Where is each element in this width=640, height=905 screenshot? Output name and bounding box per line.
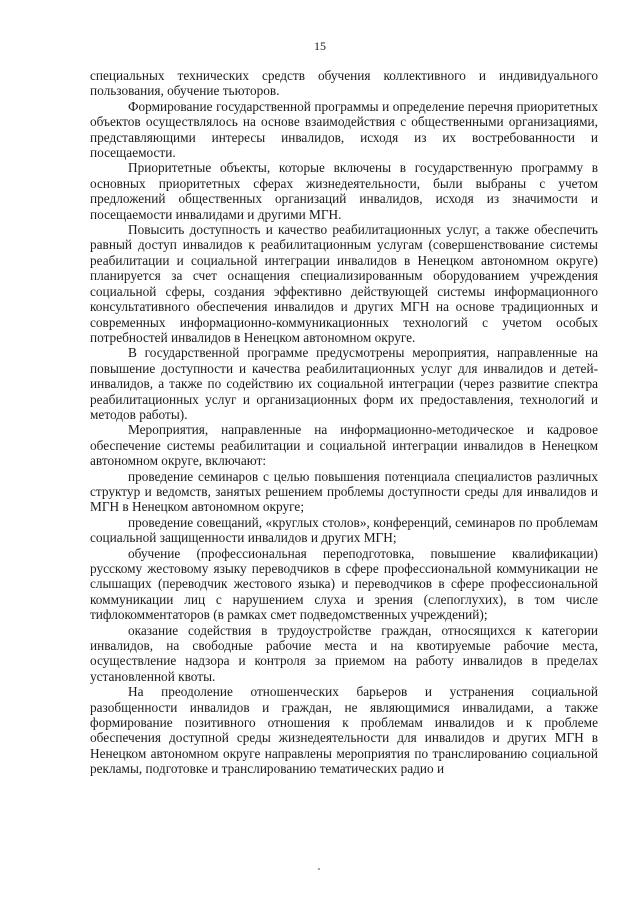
document-body bbox=[90, 68, 598, 777]
list-item-seminars: проведение семинаров с целью повышения потенциала специалистов различных структур и ведомств, занятых решением проблемы доступности среды для инвалидов и МГН в Ненецком автономном округе; bbox=[90, 468, 598, 515]
paragraph-program-formation: Формирование государственной программы и определение перечня приоритетных объектов осуществлялось на основе взаимодействия с общественными организациями, представляющими интересы инвалидов, исходя из их востребованности и посещаемости. bbox=[90, 98, 598, 161]
paragraph-priority-objects: Приоритетные объекты, которые включены в государственную программу в основных приоритетных сферах жизнедеятельности, были выбраны с учетом предложений общественных организаций инвалидов, исходя из значимости и посещаемости инвалидами и другими МГН. bbox=[90, 160, 598, 222]
list-item-employment: оказание содействия в трудоустройстве граждан, относящихся к категории инвалидов, на свободные рабочие места и на квотируемые рабочие места, осуществление надзора и контроля за приемом на работу инвалидов в пределах установленной квоты. bbox=[90, 622, 598, 684]
paragraph-continuation: специальных технических средств обучения коллективного и индивидуального пользования, обучение тьюторов. bbox=[90, 68, 598, 99]
paragraph-rehabilitation-access: Повысить доступность и качество реабилитационных услуг, а также обеспечить равный доступ инвалидов к реабилитационным услугам (совершенствование системы реабилитации и социальной интеграции инвалидов в Ненецком автономном округе) планируется за счет оснащения специализированным оборудованием учреждения социальной сферы, создания эффективно действующей системы информационного консультативного обеспечения инвалидов и других МГН на основе традиционных и современных информационно-коммуникационных технологий с учетом особых потребностей инвалидов в Ненецком автономном округе. bbox=[90, 222, 598, 345]
list-item-meetings: проведение совещаний, «круглых столов», конференций, семинаров по проблемам социальной защищенности инвалидов и других МГН; bbox=[90, 514, 598, 546]
paragraph-attitudinal-barriers: На преодоление отношенческих барьеров и устранения социальной разобщенности инвалидов и граждан, не являющимися инвалидами, а также формирование позитивного отношения к проблемам инвалидов и к проблеме обеспечения доступной среды жизнедеятельности для инвалидов и других МГН в Ненецком автономном округе направлены мероприятия по транслированию социальной рекламы, подготовке и транслированию тематических радио и bbox=[90, 684, 598, 777]
list-item-training: обучение (профессиональная переподготовка, повышение квалификации) русскому жестовому языку переводчиков в сфере профессиональной коммуникации не слышащих (переводчик жестового языка) и переводчиков в сфере профессиональной коммуникации лиц с нарушением слуха и зрения (слепоглухих), в том числе тифлокомментаторов (в рамках смет подведомственных учреждений); bbox=[90, 545, 598, 623]
paragraph-program-measures: В государственной программе предусмотрены мероприятия, направленные на повышение доступности и качества реабилитационных услуг для инвалидов и детей-инвалидов, а также по содействию их социальной интеграции (через развитие спектра реабилитационных услуг и организационных форм их предоставления, технологий и методов работы). bbox=[90, 345, 598, 422]
paragraph-methodical-measures: Мероприятия, направленные на информационно-методическое и кадровое обеспечение системы реабилитации и социальной интеграции инвалидов в Ненецком автономном округе, включают: bbox=[90, 422, 598, 469]
scan-dot bbox=[318, 868, 320, 870]
page-number: 15 bbox=[314, 39, 326, 53]
